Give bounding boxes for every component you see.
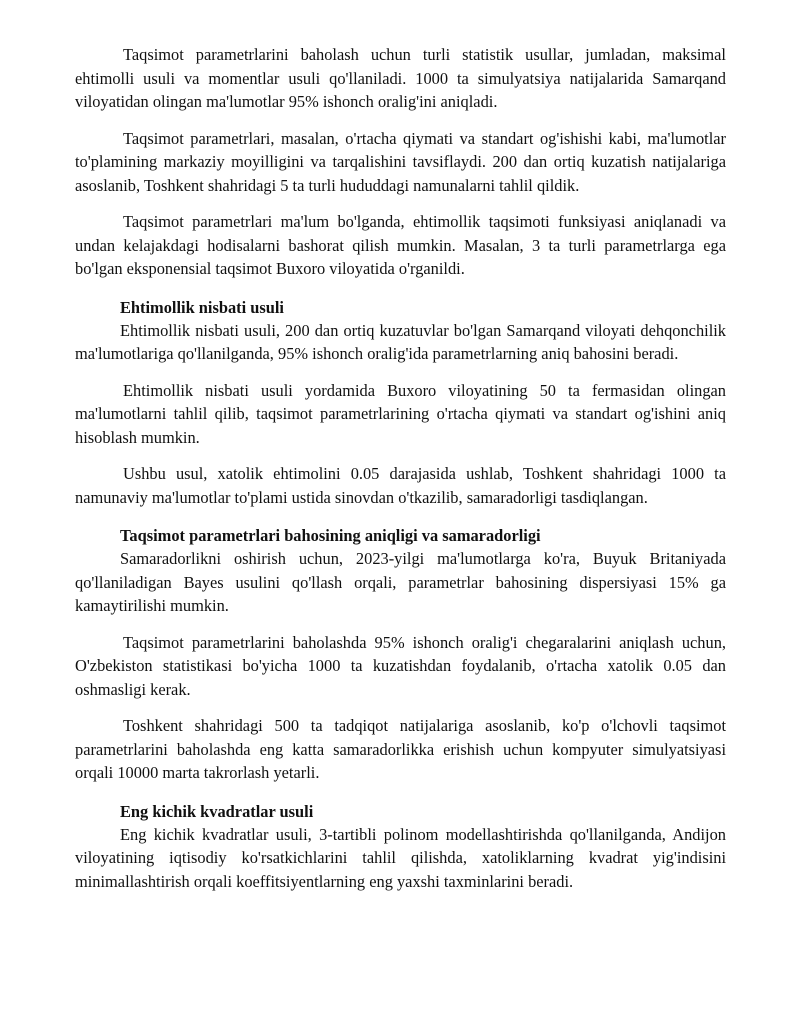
document-page	[75, 43, 726, 893]
paragraph-10: Eng kichik kvadratlar usuli, 3-tartibli polinom modellashtirishda qo'llanilganda, Andijon viloyatining iqtisodiy ko'rsatkichlarini tahlil qilishda, xatoliklarning kvadrat yig'indisini minimallashtirish orqali koeffitsiyentlarning eng yaxshi taxminlarini beradi.	[75, 824, 726, 891]
paragraph-6: Ushbu usul, xatolik ehtimolini 0.05 darajasida ushlab, Toshkent shahridagi 1000 ta namunaviy ma'lumotlar to'plami ustida sinovdan o'tkazilib, samaradorligi tasdiqlangan.	[75, 464, 726, 507]
paragraph-3: Taqsimot parametrlari ma'lum bo'lganda, ehtimollik taqsimoti funksiyasi aniqlanadi va undan kelajakdagi hodisalarni bashorat qilish mumkin. Masalan, 3 ta turli parametrlarga ega bo'lgan eksponensial taqsimot Buxoro viloyatida o'rganildi.	[75, 212, 726, 278]
heading-accuracy-efficiency: Taqsimot parametrlari bahosining aniqligi va samaradorligi	[120, 526, 541, 545]
paragraph-1: Taqsimot parametrlarini baholash uchun turli statistik usullar, jumladan, maksimal ehtimolli usuli va momentlar usuli qo'llaniladi. 1000 ta simulyatsiya natijalarida Samarqand viloyatidan olingan ma'lumotlar 95% ishonch oralig'ini aniqladi.	[75, 45, 726, 111]
paragraph-4: Ehtimollik nisbati usuli, 200 dan ortiq kuzatuvlar bo'lgan Samarqand viloyati dehqonchilik ma'lumotlariga qo'llanilganda, 95% ishonch oralig'ida parametrlarning aniq bahosini beradi.	[75, 320, 726, 363]
heading-least-squares: Eng kichik kvadratlar usuli	[120, 801, 314, 821]
heading-likelihood-ratio: Ehtimollik nisbati usuli	[120, 297, 284, 317]
paragraph-8: Taqsimot parametrlarini baholashda 95% ishonch oralig'i chegaralarini aniqlash uchun, O'zbekiston statistikasi bo'yicha 1000 ta kuzatishdan foydalanib, o'rtacha xatolik 0.05 dan oshmasligi kerak.	[75, 632, 726, 699]
paragraph-7: Samaradorlikni oshirish uchun, 2023-yilgi ma'lumotlarga ko'ra, Buyuk Britaniyada qo'llaniladigan Bayes usulini qo'llash orqali, parametrlar bahosining dispersiyasi 15% ga kamaytirilishi mumkin.	[75, 549, 726, 615]
paragraph-2: Taqsimot parametrlari, masalan, o'rtacha qiymati va standart og'ishishi kabi, ma'lumotlar to'plamining markaziy moyilligini va tarqalishini tavsiflaydi. 200 dan ortiq kuzatish natijalariga asoslanib, Toshkent shahridagi 5 ta turli hududdagi namunalarni tahlil qildik.	[75, 128, 726, 195]
paragraph-5: Ehtimollik nisbati usuli yordamida Buxoro viloyatining 50 ta fermasidan olingan ma'lumotlarni tahlil qilib, taqsimot parametrlarining o'rtacha qiymati va standart og'ishini aniq hisoblash mumkin.	[75, 380, 726, 447]
paragraph-9: Toshkent shahridagi 500 ta tadqiqot natijalariga asoslanib, ko'p o'lchovli taqsimot parametrlarini baholashda eng katta samaradorlikka erishish uchun kompyuter simulyatsiyasi orqali 10000 marta takrorlash yetarli.	[75, 716, 726, 782]
